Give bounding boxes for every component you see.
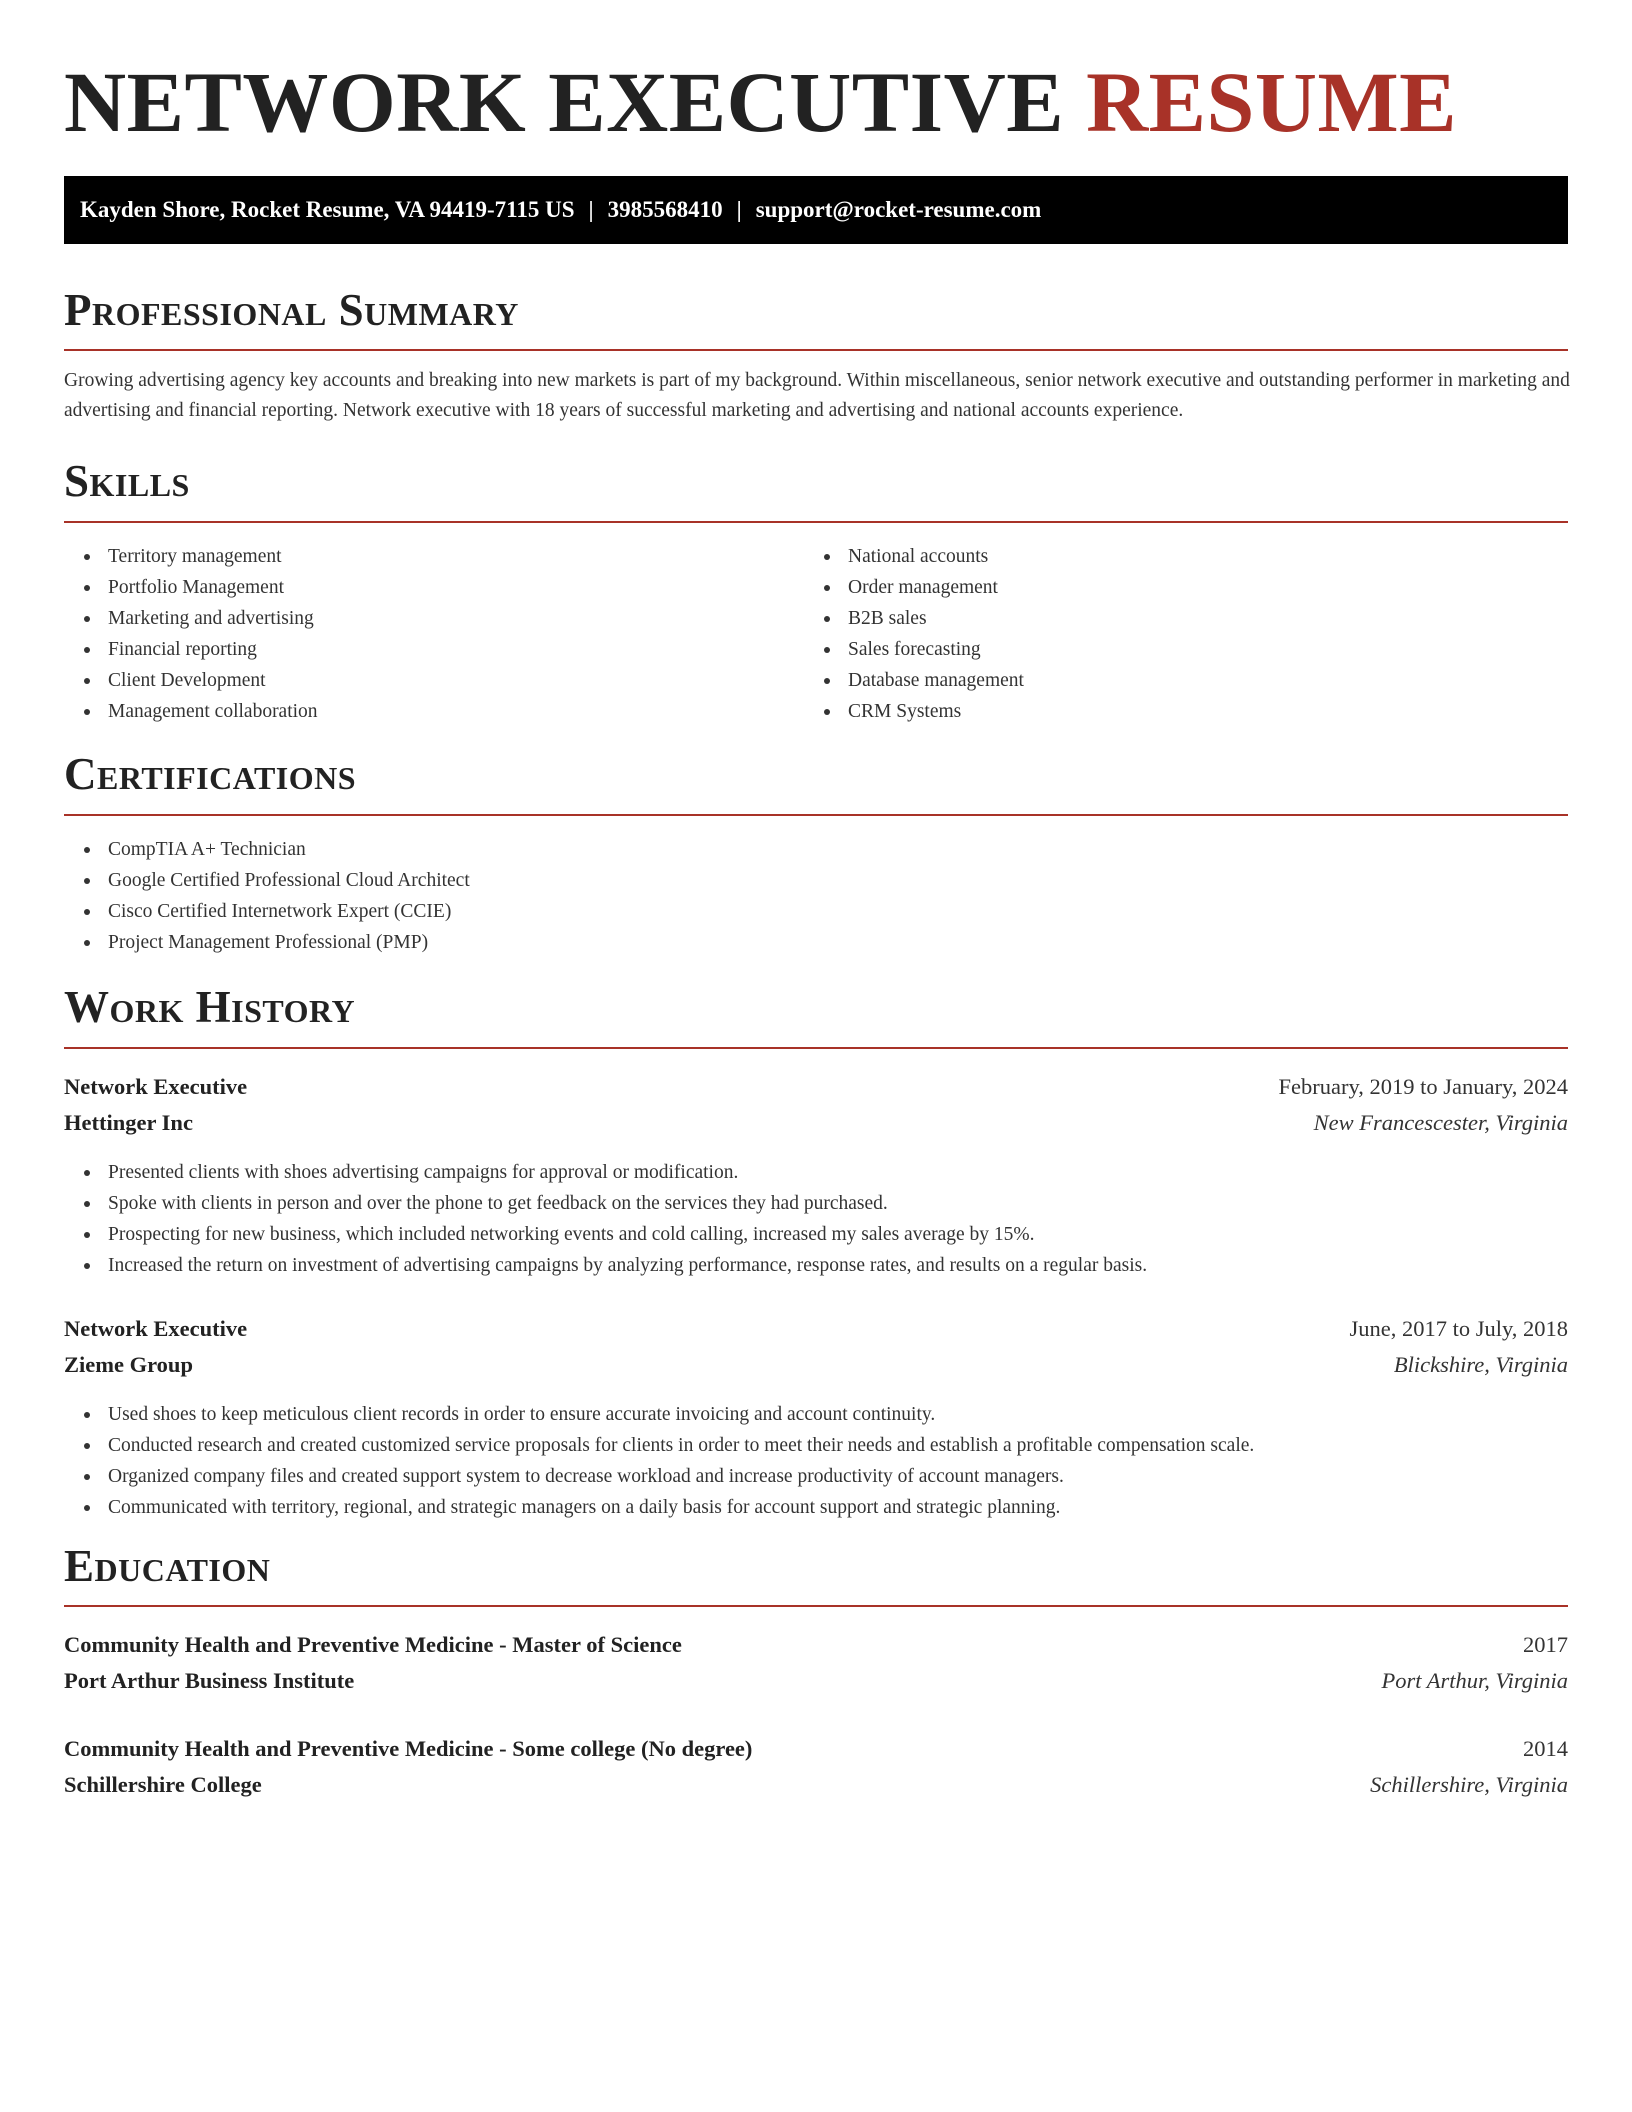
education-school: Port Arthur Business Institute (64, 1668, 355, 1693)
skill-item: National accounts (804, 541, 1024, 572)
education-degree: Community Health and Preventive Medicine - Master of Science (64, 1632, 682, 1657)
skills-list-left (64, 541, 318, 727)
summary-heading: Professional Summary (64, 285, 519, 335)
job-location: Blickshire, Virginia (1393, 1352, 1568, 1377)
education-degree-row (64, 1732, 1568, 1766)
education-school-row (64, 1664, 1568, 1698)
contact-bar (64, 176, 1568, 244)
certification-item: Cisco Certified Internetwork Expert (CCIE) (64, 896, 470, 927)
education-location: Port Arthur, Virginia (1381, 1668, 1568, 1693)
education-year: 2014 (1523, 1736, 1568, 1761)
job-company: Hettinger Inc (64, 1110, 193, 1135)
job-duty: Increased the return on investment of advertising campaigns by analyzing performance, response rates, and results on a regular basis. (64, 1250, 1147, 1281)
job-duty: Conducted research and created customized service proposals for clients in order to meet their needs and establish a profitable compensation scale. (64, 1430, 1254, 1461)
contact-email: support@rocket-resume.com (755, 197, 1042, 222)
job-duty: Organized company files and created support system to decrease workload and increase productivity of account managers. (64, 1461, 1254, 1492)
job-header-row (64, 1312, 1568, 1346)
skills-heading: Skills (64, 456, 190, 506)
job-dates: February, 2019 to January, 2024 (1278, 1074, 1568, 1099)
job-dates: June, 2017 to July, 2018 (1349, 1316, 1568, 1341)
job-duties-list (64, 1399, 1254, 1523)
skill-item: Order management (804, 572, 1024, 603)
section-divider (64, 349, 1568, 351)
section-divider (64, 1047, 1568, 1049)
certifications-heading: Certifications (64, 749, 357, 799)
section-divider (64, 814, 1568, 816)
certification-item: Project Management Professional (PMP) (64, 927, 470, 958)
education-year: 2017 (1523, 1632, 1568, 1657)
title-accent: RESUME (1086, 54, 1457, 150)
certification-item: Google Certified Professional Cloud Architect (64, 865, 470, 896)
skill-item: Financial reporting (64, 634, 318, 665)
skill-item: Portfolio Management (64, 572, 318, 603)
job-location: New Francescester, Virginia (1313, 1110, 1568, 1135)
job-title: Network Executive (64, 1074, 248, 1099)
skills-list-right (804, 541, 1024, 727)
summary-text: Growing advertising agency key accounts and breaking into new markets is part of my background. Within miscellaneous, senior network executive and outstanding performer in marketing and advertising and financial reporting. Network executive with 18 years of successful marketing and advertising and national accounts experience. (64, 370, 1570, 421)
job-duty: Used shoes to keep meticulous client records in order to ensure accurate invoicing and account continuity. (64, 1399, 1254, 1430)
skill-item: Sales forecasting (804, 634, 1024, 665)
education-school-row (64, 1768, 1568, 1802)
job-duty: Spoke with clients in person and over the phone to get feedback on the services they had purchased. (64, 1188, 1147, 1219)
contact-separator: | (588, 197, 594, 222)
skill-item: Client Development (64, 665, 318, 696)
title-main: NETWORK EXECUTIVE (64, 54, 1065, 150)
certifications-list (64, 834, 470, 958)
contact-phone: 3985568410 (607, 197, 723, 222)
job-company: Zieme Group (64, 1352, 193, 1377)
skill-item: Database management (804, 665, 1024, 696)
education-degree: Community Health and Preventive Medicine - Some college (No degree) (64, 1736, 753, 1761)
skill-item: CRM Systems (804, 696, 1024, 727)
skill-item: Marketing and advertising (64, 603, 318, 634)
education-school: Schillershire College (64, 1772, 262, 1797)
section-divider (64, 1605, 1568, 1607)
skill-item: B2B sales (804, 603, 1024, 634)
job-duty: Presented clients with shoes advertising campaigns for approval or modification. (64, 1157, 1147, 1188)
job-company-row (64, 1106, 1568, 1140)
job-duty: Communicated with territory, regional, and strategic managers on a daily basis for account support and strategic planning. (64, 1492, 1254, 1523)
job-company-row (64, 1348, 1568, 1382)
resume-title (64, 52, 1457, 152)
education-heading: Education (64, 1541, 271, 1591)
education-location: Schillershire, Virginia (1370, 1772, 1568, 1797)
certification-item: CompTIA A+ Technician (64, 834, 470, 865)
contact-name-address: Kayden Shore, Rocket Resume, VA 94419-7115 US (80, 197, 575, 222)
job-header-row (64, 1070, 1568, 1104)
skill-item: Management collaboration (64, 696, 318, 727)
job-duty: Prospecting for new business, which included networking events and cold calling, increased my sales average by 15%. (64, 1219, 1147, 1250)
job-title: Network Executive (64, 1316, 248, 1341)
section-divider (64, 521, 1568, 523)
work-history-heading: Work History (64, 982, 356, 1032)
skill-item: Territory management (64, 541, 318, 572)
job-duties-list (64, 1157, 1147, 1281)
education-degree-row (64, 1628, 1568, 1662)
contact-separator: | (736, 197, 742, 222)
